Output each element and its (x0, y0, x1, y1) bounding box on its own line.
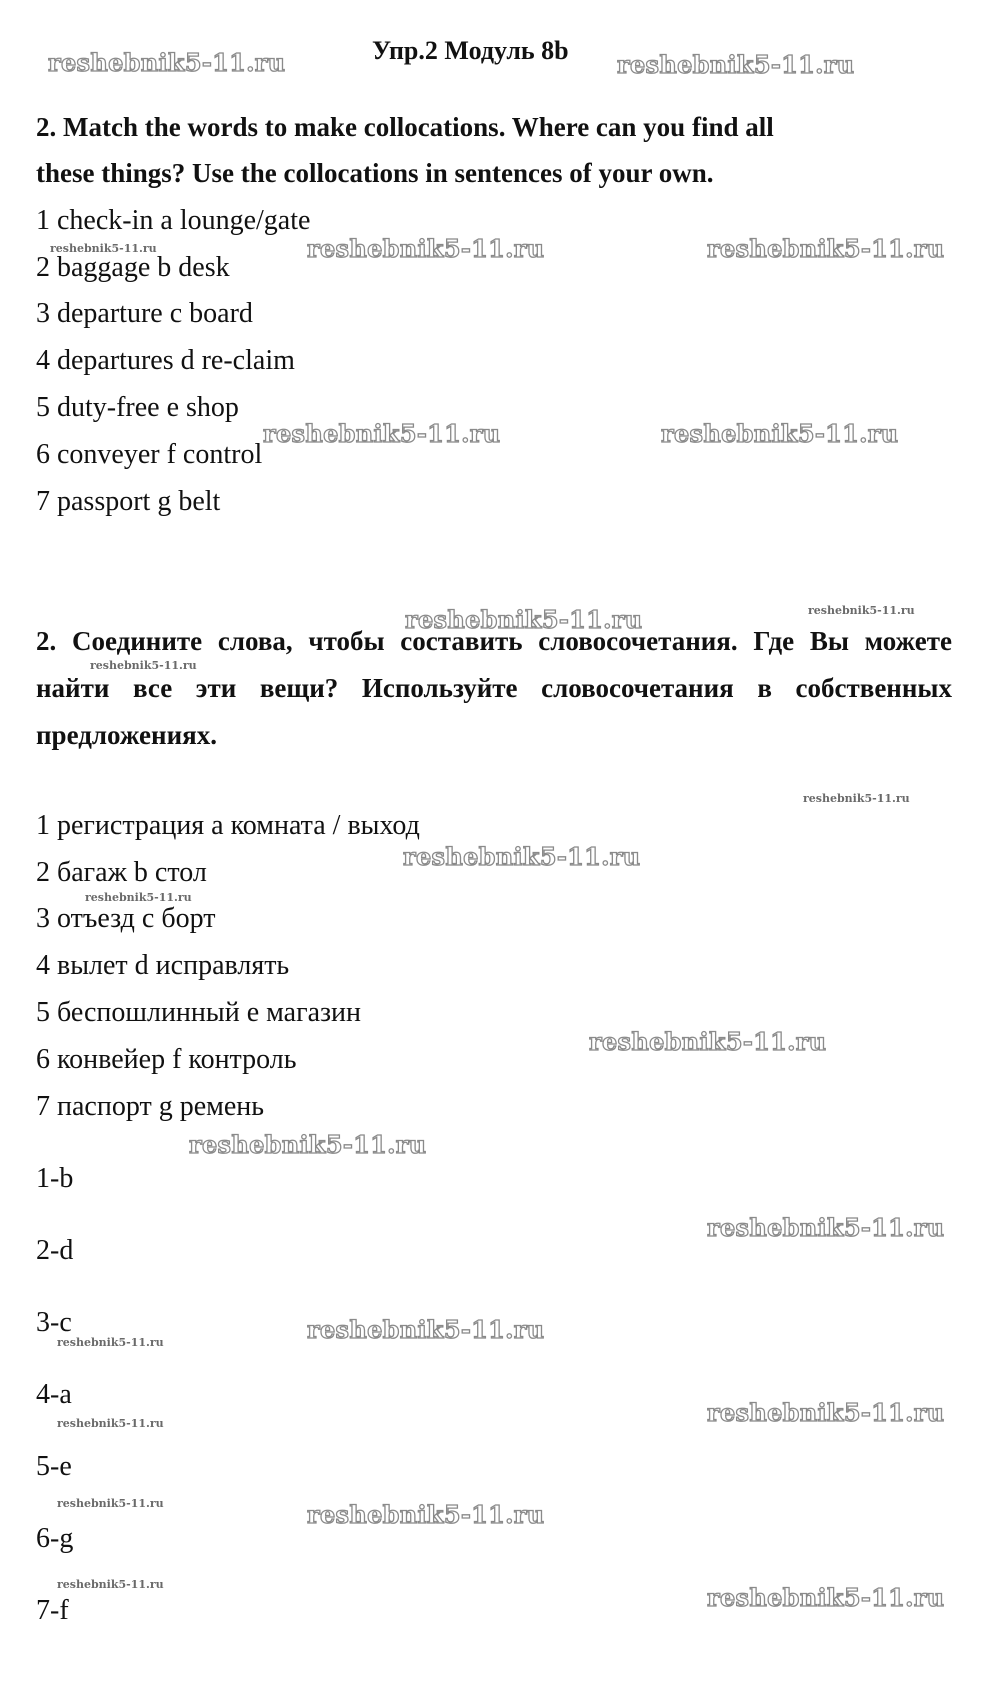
list-item: 3 отъезд c борт (36, 903, 216, 934)
list-item: 7 паспорт g ремень (36, 1091, 265, 1122)
watermark: reshebnik5-11.ru (189, 1130, 427, 1159)
watermark: reshebnik5-11.ru (307, 234, 545, 263)
watermark-small: reshebnik5-11.ru (803, 792, 910, 805)
watermark: reshebnik5-11.ru (307, 1500, 545, 1529)
watermark: reshebnik5-11.ru (617, 50, 855, 79)
watermark: reshebnik5-11.ru (48, 48, 286, 77)
watermark: reshebnik5-11.ru (707, 1583, 945, 1612)
watermark-small: reshebnik5-11.ru (57, 1497, 164, 1510)
list-item: 1 регистрация a комната / выход (36, 810, 420, 841)
answer-item: 5-e (36, 1451, 72, 1482)
answer-item: 4-a (36, 1379, 72, 1410)
answer-item: 6-g (36, 1523, 74, 1554)
watermark: reshebnik5-11.ru (403, 842, 641, 871)
watermark-small: reshebnik5-11.ru (808, 604, 915, 617)
list-item: 5 беспошлинный e магазин (36, 997, 362, 1028)
answer-item: 7-f (36, 1595, 69, 1626)
watermark-small: reshebnik5-11.ru (57, 1417, 164, 1430)
list-item: 3 departure c board (36, 298, 253, 329)
list-item: 6 конвейер f контроль (36, 1044, 297, 1075)
list-item: 6 conveyer f control (36, 439, 263, 470)
list-item: 1 check-in a lounge/gate (36, 205, 311, 236)
answer-item: 1-b (36, 1163, 74, 1194)
list-item: 2 baggage b desk (36, 252, 230, 283)
watermark: reshebnik5-11.ru (661, 419, 899, 448)
task-instruction-ru: 2. Соедините слова, чтобы составить словосочетания. Где Вы можете найти все эти вещи? Используйте словосочетания в собственных предложениях. (36, 626, 952, 750)
watermark-small: reshebnik5-11.ru (90, 659, 197, 672)
watermark-small: reshebnik5-11.ru (57, 1336, 164, 1349)
watermark-small: reshebnik5-11.ru (85, 891, 192, 904)
list-item: 4 вылет d исправлять (36, 950, 290, 981)
list-item: 2 багаж b стол (36, 857, 207, 888)
watermark: reshebnik5-11.ru (307, 1315, 545, 1344)
answer-item: 2-d (36, 1235, 74, 1266)
watermark-small: reshebnik5-11.ru (50, 242, 157, 255)
answer-item: 3-c (36, 1307, 72, 1338)
list-item: 4 departures d re-claim (36, 345, 295, 376)
task-instruction-en-line1: 2. Match the words to make collocations. Where can you find all (36, 112, 774, 142)
watermark: reshebnik5-11.ru (707, 1213, 945, 1242)
list-item: 7 passport g belt (36, 486, 221, 517)
watermark: reshebnik5-11.ru (707, 234, 945, 263)
list-item: 5 duty-free e shop (36, 392, 239, 423)
watermark: reshebnik5-11.ru (589, 1027, 827, 1056)
watermark: reshebnik5-11.ru (263, 419, 501, 448)
watermark: reshebnik5-11.ru (405, 605, 643, 634)
task-instruction-en-line2: these things? Use the collocations in sentences of your own. (36, 158, 714, 188)
page-title: Упр.2 Модуль 8b (372, 36, 569, 65)
watermark-small: reshebnik5-11.ru (57, 1578, 164, 1591)
watermark: reshebnik5-11.ru (707, 1398, 945, 1427)
